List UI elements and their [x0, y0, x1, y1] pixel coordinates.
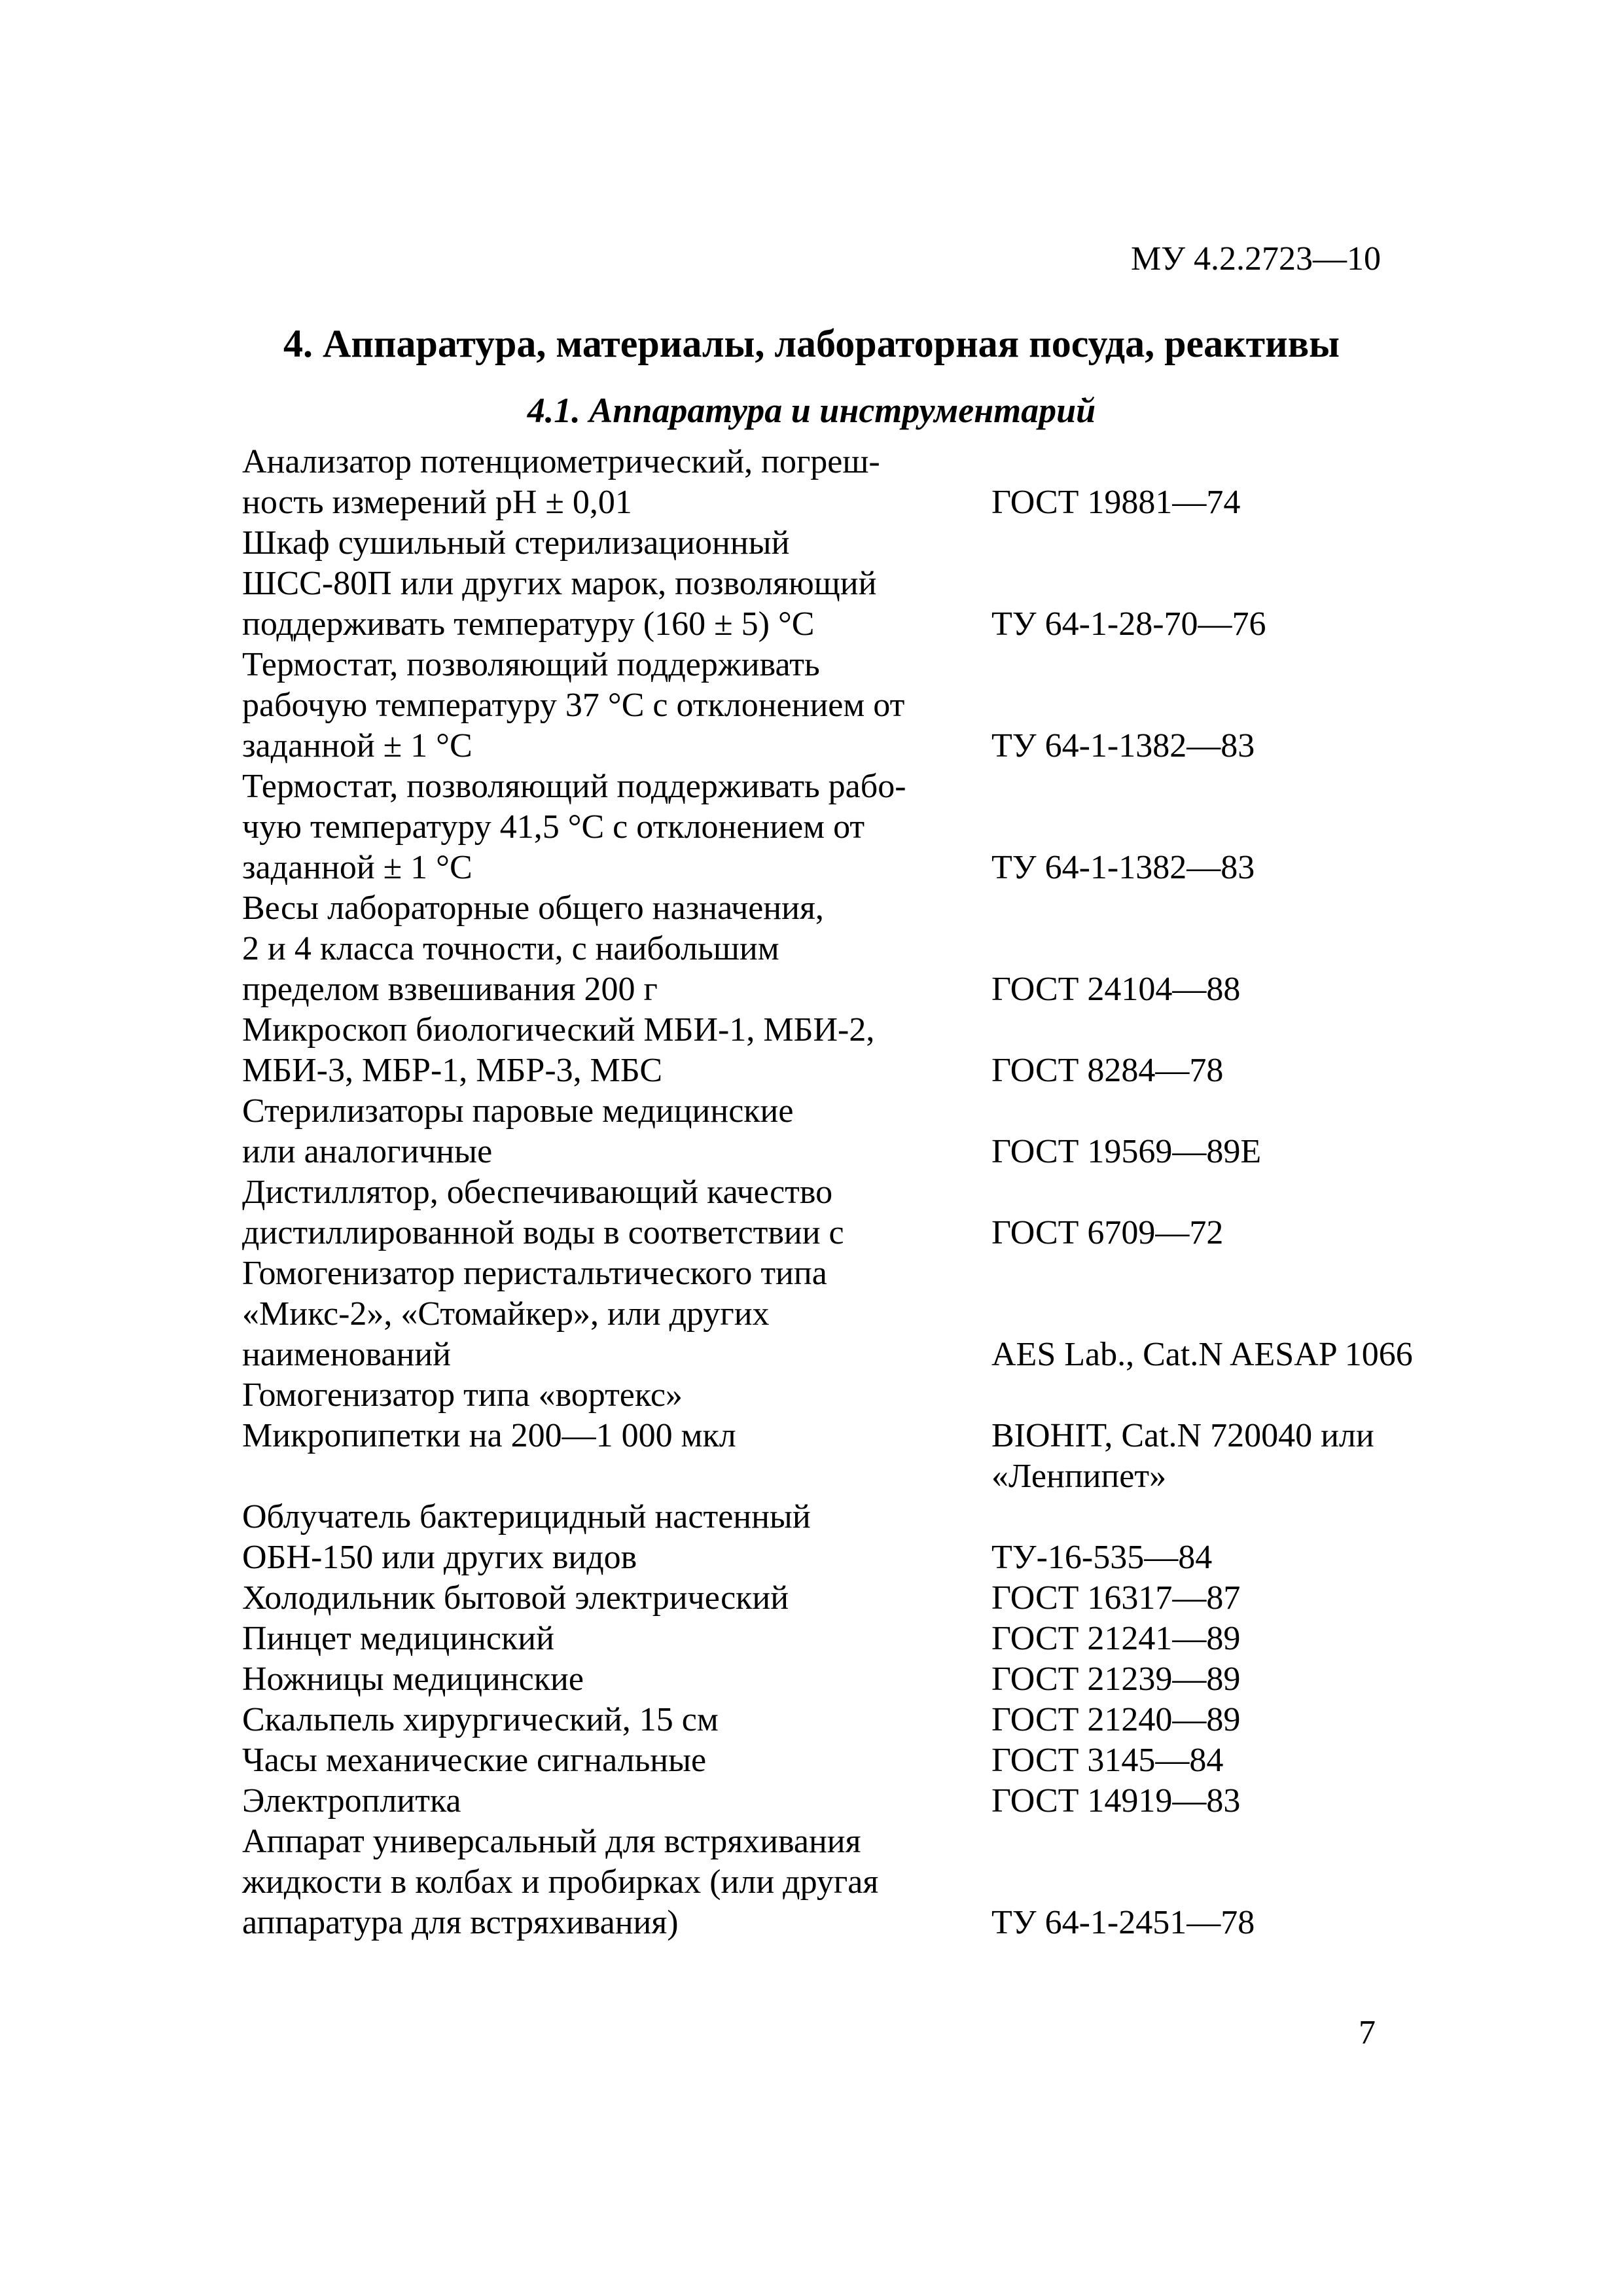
- equipment-row: [242, 1781, 1420, 1821]
- equipment-row: [242, 645, 1420, 766]
- equipment-standard-line: ТУ 64-1-1382—83: [991, 727, 1255, 764]
- equipment-row: [242, 766, 1420, 888]
- equipment-row: [242, 1010, 1420, 1091]
- equipment-name-line: дистиллированной воды в соответствии с: [242, 1214, 844, 1251]
- equipment-name: [242, 1700, 991, 1740]
- equipment-name: [242, 442, 991, 523]
- equipment-name-line: ность измерений рН ± 0,01: [242, 484, 632, 521]
- equipment-row: [242, 1659, 1420, 1700]
- equipment-standard-line: «Ленпипет»: [991, 1458, 1167, 1495]
- equipment-name-line: Ножницы медицинские: [242, 1660, 584, 1698]
- equipment-name-line: «Микс-2», «Стомайкер», или других: [242, 1295, 770, 1333]
- equipment-name: [242, 1375, 991, 1416]
- equipment-name: [242, 1821, 991, 1943]
- equipment-name-line: Анализатор потенциометрический, погреш-: [242, 443, 880, 480]
- equipment-name: [242, 1619, 991, 1659]
- equipment-name: [242, 1659, 991, 1700]
- equipment-standard: [991, 1132, 1420, 1172]
- equipment-name-line: Электроплитка: [242, 1782, 461, 1820]
- equipment-row: [242, 523, 1420, 645]
- equipment-name-line: Скальпель хирургический, 15 см: [242, 1701, 719, 1738]
- equipment-name-line: ШСС-80П или других марок, позволяющий: [242, 565, 877, 602]
- equipment-name-line: поддерживать температуру (160 ± 5) °С: [242, 605, 815, 643]
- equipment-name-line: Гомогенизатор перистальтического типа: [242, 1255, 827, 1292]
- equipment-standard-line: ГОСТ 8284—78: [991, 1052, 1224, 1089]
- equipment-standard: [991, 1781, 1420, 1821]
- equipment-standard-line: AES Lab., Cat.N AESAP 1066: [991, 1336, 1413, 1373]
- equipment-standard: [991, 848, 1420, 888]
- equipment-standard-line: ГОСТ 3145—84: [991, 1742, 1224, 1779]
- equipment-standard-line: ГОСТ 6709—72: [991, 1214, 1224, 1251]
- equipment-name: [242, 1781, 991, 1821]
- equipment-name-line: заданной ± 1 °С: [242, 849, 473, 886]
- equipment-name-line: Пинцет медицинский: [242, 1620, 554, 1657]
- equipment-standard: [991, 1578, 1420, 1619]
- equipment-name-line: наименований: [242, 1336, 451, 1373]
- equipment-row: [242, 1416, 1420, 1497]
- equipment-standard-line: ТУ 64-1-2451—78: [991, 1904, 1255, 1941]
- equipment-name-line: Часы механические сигнальные: [242, 1742, 707, 1779]
- equipment-standard-line: ГОСТ 24104—88: [991, 971, 1241, 1008]
- equipment-standard-line: ГОСТ 14919—83: [991, 1782, 1241, 1820]
- section-title: 4. Аппаратура, материалы, лабораторная посуда, реактивы: [283, 322, 1340, 365]
- equipment-name-line: МБИ-3, МБР-1, МБР-3, МБС: [242, 1052, 663, 1089]
- equipment-name-line: Термостат, позволяющий поддерживать рабо-: [242, 768, 906, 805]
- equipment-name-line: пределом взвешивания 200 г: [242, 971, 658, 1008]
- equipment-row: [242, 888, 1420, 1010]
- equipment-row: [242, 1253, 1420, 1375]
- equipment-name: [242, 888, 991, 1010]
- equipment-row: [242, 1821, 1420, 1943]
- equipment-name-line: 2 и 4 класса точности, с наибольшим: [242, 930, 779, 967]
- equipment-standard: [991, 1903, 1420, 1943]
- equipment-standard: [991, 1537, 1420, 1578]
- equipment-name: [242, 1253, 991, 1375]
- equipment-name: [242, 1091, 991, 1172]
- equipment-row: [242, 1497, 1420, 1578]
- equipment-standard-line: BIOHIT, Cat.N 720040 или: [991, 1417, 1374, 1454]
- equipment-name-line: Облучатель бактерицидный настенный: [242, 1498, 811, 1535]
- equipment-standard: [991, 1700, 1420, 1740]
- equipment-standard-line: ГОСТ 16317—87: [991, 1579, 1241, 1617]
- equipment-name-line: Микропипетки на 200—1 000 мкл: [242, 1417, 736, 1454]
- equipment-name: [242, 1416, 991, 1456]
- equipment-row: [242, 1700, 1420, 1740]
- equipment-standard: [991, 1619, 1420, 1659]
- equipment-name: [242, 1578, 991, 1619]
- equipment-standard-line: ГОСТ 21241—89: [991, 1620, 1241, 1657]
- equipment-standard-line: ТУ-16-535—84: [991, 1539, 1213, 1576]
- equipment-name-line: или аналогичные: [242, 1133, 493, 1170]
- equipment-name-line: жидкости в колбах и пробирках (или другая: [242, 1863, 879, 1901]
- equipment-row: [242, 1740, 1420, 1781]
- equipment-standard-line: ТУ 64-1-1382—83: [991, 849, 1255, 886]
- subsection-title: 4.1. Аппаратура и инструментарий: [527, 391, 1096, 430]
- equipment-standard: [991, 1659, 1420, 1700]
- equipment-row: [242, 1619, 1420, 1659]
- equipment-name: [242, 1497, 991, 1578]
- page-number: 7: [1359, 2014, 1376, 2051]
- equipment-row: [242, 1091, 1420, 1172]
- equipment-name-line: рабочую температуру 37 °С с отклонением от: [242, 687, 905, 724]
- equipment-standard: [991, 969, 1420, 1010]
- equipment-name-line: Аппарат универсальный для встряхивания: [242, 1823, 861, 1860]
- equipment-row: [242, 1172, 1420, 1253]
- equipment-name: [242, 1010, 991, 1091]
- equipment-standard: [991, 1050, 1420, 1091]
- equipment-name-line: Стерилизаторы паровые медицинские: [242, 1092, 794, 1130]
- equipment-name-line: Холодильник бытовой электрический: [242, 1579, 789, 1617]
- equipment-standard-line: ГОСТ 21239—89: [991, 1660, 1241, 1698]
- equipment-list: [242, 442, 1420, 1943]
- equipment-row: [242, 1375, 1420, 1416]
- equipment-name-line: Термостат, позволяющий поддерживать: [242, 646, 820, 683]
- equipment-standard: [991, 1335, 1420, 1375]
- equipment-standard: [991, 726, 1420, 766]
- equipment-name-line: Шкаф сушильный стерилизационный: [242, 524, 790, 562]
- equipment-name-line: Гомогенизатор типа «вортекс»: [242, 1376, 683, 1414]
- equipment-standard-line: ГОСТ 19881—74: [991, 484, 1241, 521]
- equipment-row: [242, 442, 1420, 523]
- equipment-row: [242, 1578, 1420, 1619]
- equipment-standard: [991, 1740, 1420, 1781]
- equipment-name-line: чую температуру 41,5 °С с отклонением от: [242, 808, 865, 846]
- equipment-name-line: Дистиллятор, обеспечивающий качество: [242, 1174, 833, 1211]
- equipment-name-line: Весы лабораторные общего назначения,: [242, 889, 824, 927]
- equipment-name: [242, 1172, 991, 1253]
- equipment-standard: [991, 482, 1420, 523]
- equipment-standard-line: ГОСТ 19569—89Е: [991, 1133, 1262, 1170]
- document-code: МУ 4.2.2723—10: [1130, 240, 1381, 278]
- equipment-standard: [991, 1416, 1420, 1497]
- equipment-name: [242, 523, 991, 645]
- equipment-name-line: ОБН-150 или других видов: [242, 1539, 637, 1576]
- equipment-name-line: заданной ± 1 °С: [242, 727, 473, 764]
- equipment-name: [242, 766, 991, 888]
- equipment-standard-line: ГОСТ 21240—89: [991, 1701, 1241, 1738]
- equipment-standard: [991, 604, 1420, 645]
- equipment-standard: [991, 1213, 1420, 1253]
- equipment-standard-line: ТУ 64-1-28-70—76: [991, 605, 1266, 643]
- equipment-name-line: Микроскоп биологический МБИ-1, МБИ-2,: [242, 1011, 875, 1049]
- equipment-name: [242, 645, 991, 766]
- equipment-name-line: аппаратура для встряхивания): [242, 1904, 679, 1941]
- equipment-name: [242, 1740, 991, 1781]
